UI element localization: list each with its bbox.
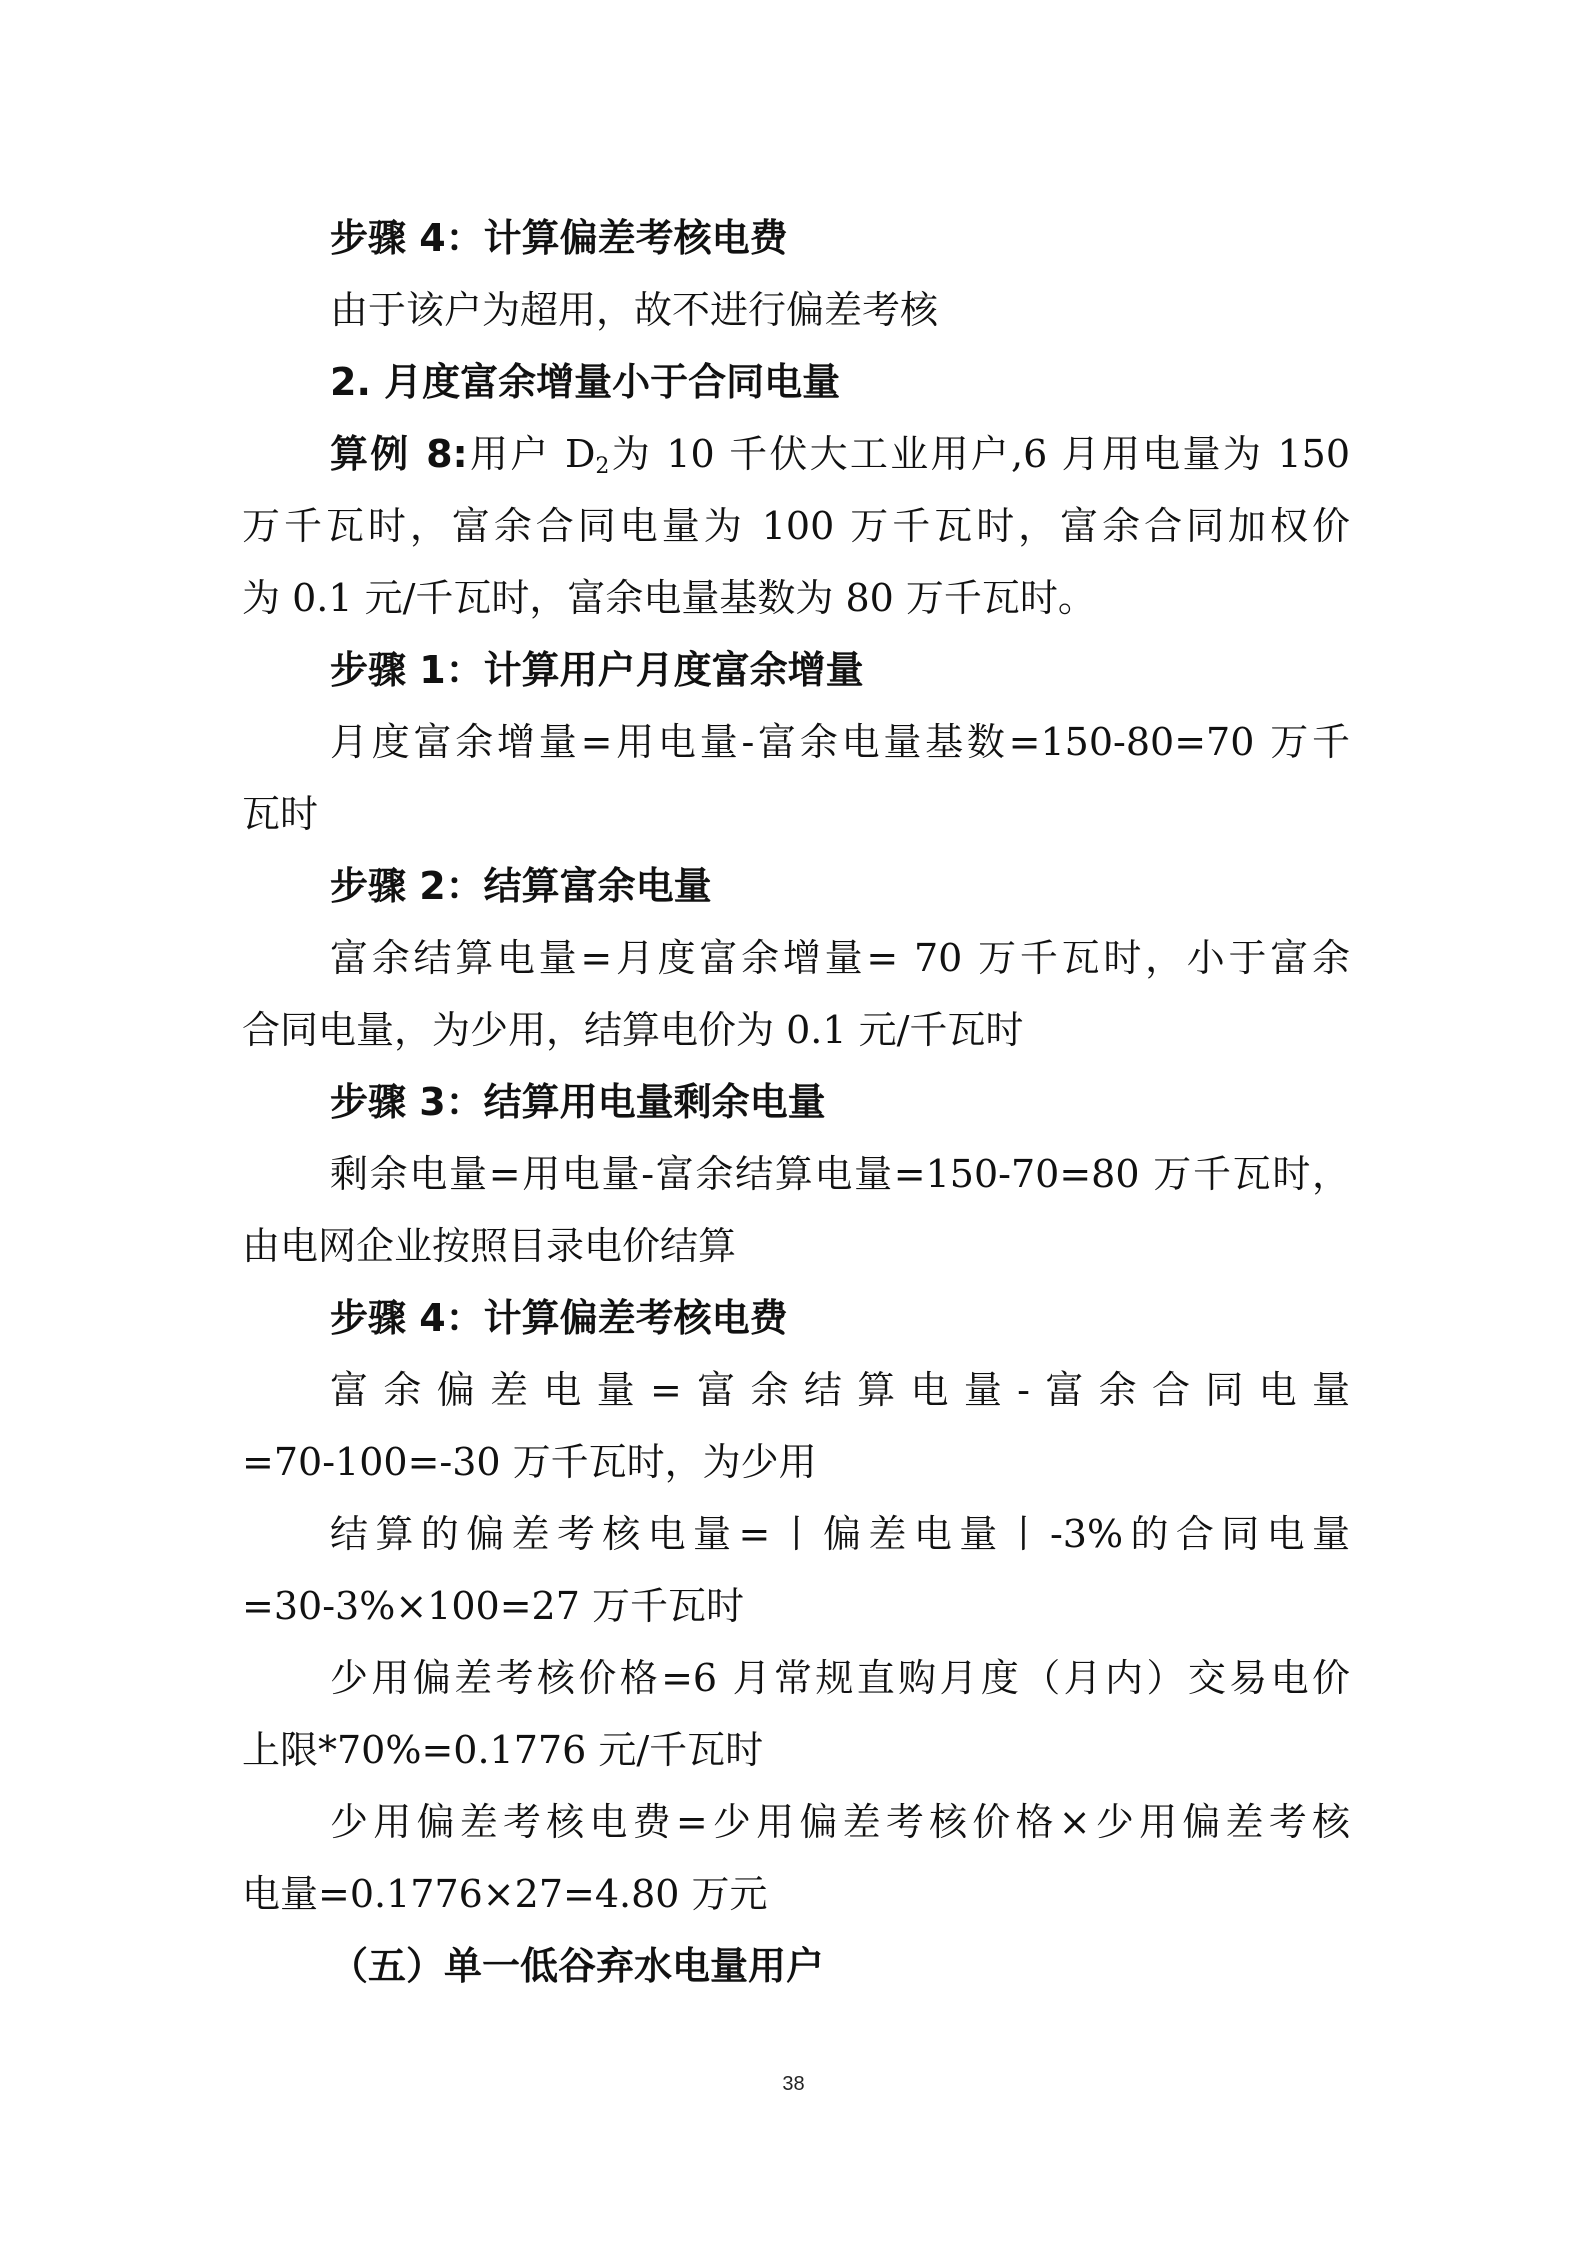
example-8-text-a: 用户 D bbox=[467, 432, 596, 476]
example-8-line-3: 为 0.1 元/千瓦时，富余电量基数为 80 万千瓦时。 bbox=[242, 576, 1096, 620]
step4-heading-a: 步骤 4：计算偏差考核电费 bbox=[330, 216, 788, 260]
step2-text-1: 富余结算电量=月度富余增量= 70 万千瓦时，小于富余 bbox=[330, 936, 1350, 980]
step3-heading: 步骤 3：结算用电量剩余电量 bbox=[330, 1080, 826, 1124]
step1-formula-cont: 瓦时 bbox=[242, 792, 319, 836]
step4-text-7: 少用偏差考核电费=少用偏差考核价格×少用偏差考核 bbox=[330, 1800, 1350, 1844]
step2-text-2: 合同电量，为少用，结算电价为 0.1 元/千瓦时 bbox=[242, 1008, 1024, 1052]
example-8-line-2: 万千瓦时，富余合同电量为 100 万千瓦时，富余合同加权价 bbox=[242, 504, 1350, 548]
step4-text-4: =30-3%×100=27 万千瓦时 bbox=[242, 1584, 744, 1628]
example-8-line-1 bbox=[330, 426, 1350, 482]
overuse-note: 由于该户为超用，故不进行偏差考核 bbox=[330, 288, 939, 332]
step4-text-6: 上限*70%=0.1776 元/千瓦时 bbox=[242, 1728, 764, 1772]
section-2-heading: 2. 月度富余增量小于合同电量 bbox=[330, 360, 841, 404]
step4-heading-b: 步骤 4：计算偏差考核电费 bbox=[330, 1296, 788, 1340]
step4-text-2: =70-100=-30 万千瓦时，为少用 bbox=[242, 1440, 817, 1484]
subscript-2: 2 bbox=[595, 454, 610, 479]
step4-text-1: 富余偏差电量=富余结算电量-富余合同电量 bbox=[330, 1368, 1350, 1412]
example-8-text-b: 为 10 千伏大工业用户,6 月用电量为 150 bbox=[609, 432, 1350, 476]
step3-text-2: 由电网企业按照目录电价结算 bbox=[242, 1224, 737, 1268]
step4-text-3: 结算的偏差考核电量=丨偏差电量丨-3%的合同电量 bbox=[330, 1512, 1350, 1556]
step4-text-8: 电量=0.1776×27=4.80 万元 bbox=[242, 1872, 768, 1916]
step1-formula: 月度富余增量=用电量-富余电量基数=150-80=70 万千 bbox=[330, 720, 1350, 764]
step3-text-1: 剩余电量=用电量-富余结算电量=150-70=80 万千瓦时， bbox=[330, 1152, 1350, 1196]
section-5-heading: （五）单一低谷弃水电量用户 bbox=[330, 1944, 825, 1988]
step1-heading: 步骤 1：计算用户月度富余增量 bbox=[330, 648, 864, 692]
page-number: 38 bbox=[782, 2073, 805, 2095]
step2-heading: 步骤 2：结算富余电量 bbox=[330, 864, 712, 908]
step4-text-5: 少用偏差考核价格=6 月常规直购月度（月内）交易电价 bbox=[330, 1656, 1350, 1700]
example-8-label: 算例 8: bbox=[330, 432, 468, 476]
